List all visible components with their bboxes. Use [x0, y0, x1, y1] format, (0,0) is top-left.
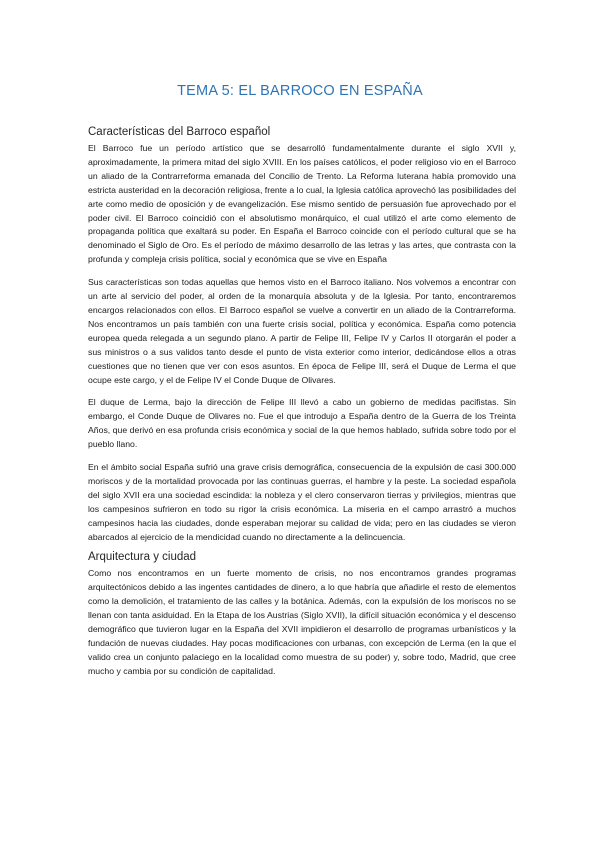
paragraph: El Barroco fue un período artístico que se desarrolló fundamentalmente durante el siglo XVII y, aproximadamente, la primera mitad del siglo XVIII. En los países católicos, el poder religioso vio en el Barroco un aliado de la Contrarreforma emanada del Concilio de Trento. La Reforma luterana había promovido una estricta austeridad en la decoración religiosa, frente a lo cual, la Iglesia católica aprovechó las posibilidades del arte como medio de oposición y de evangelización. Ese mismo sentido de persuasión fue aprovechado por el poder civil. El Barroco coincidió con el absolutismo monárquico, el cual utilizó el arte como elemento de propaganda política que exaltará su poder. En España el Barroco coincide con el período cultural que se ha denominado el Siglo de Oro. Es el período de máximo desarrollo de las letras y las artes, que contrasta con la profunda y compleja crisis política, social y económica que se vive en España — [88, 143, 516, 265]
section-heading: Características del Barroco español — [88, 126, 271, 138]
document-title: TEMA 5: EL BARROCO EN ESPAÑA — [177, 83, 423, 99]
paragraph: Como nos encontramos en un fuerte momento de crisis, no nos encontramos grandes programas arquitectónicos debido a las ingentes cantidades de dinero, a lo que habría que añadirle el resto de elementos como la demolición, el tratamiento de las calles y la botánica. Además, con la expulsión de los moriscos no se llenan con tanta asiduidad. En la Etapa de los Austrias (Siglo XVII), la difícil situación económica y el descenso demográfico que tuvieron lugar en la España del XVII impidieron el desarrollo de programas urbanísticos y la fundación de nuevas ciudades. Hay pocas modificaciones con urbanas, con excepción de Lerma (en la que el valido crea un conjunto palaciego en la localidad como muestra de su poder) y, sobre todo, Madrid, que cree mucho y cambia por su condición de capitalidad. — [88, 568, 516, 676]
paragraph: El duque de Lerma, bajo la dirección de Felipe III llevó a cabo un gobierno de medidas pacifistas. Sin embargo, el Conde Duque de Olivares no. Fue el que introdujo a España dentro de la Guerra de los Treinta Años, que derivó en esa profunda crisis económica y social de la que hemos hablado, sufrida sobre todo por el pueblo llano. — [88, 397, 516, 450]
section-caracteristicas — [88, 124, 516, 544]
paragraph: En el ámbito social España sufrió una grave crisis demográfica, consecuencia de la expulsión de casi 300.000 moriscos y de la mortalidad provocada por las continuas guerras, el hambre y la peste. La sociedad española del siglo XVII era una sociedad escindida: la nobleza y el clero conservaron tierras y privilegios, mientras que los campesinos sufrieron en todo su rigor la crisis económica. La miseria en el campo arrastró a muchos campesinos hacia las ciudades, donde esperaban mejorar su calidad de vida; pero en las ciudades se vieron abarcados al ejercicio de la mendicidad cuando no directamente a la delincuencia. — [88, 462, 516, 542]
paragraph: Sus características son todas aquellas que hemos visto en el Barroco italiano. Nos volvemos a encontrar con un arte al servicio del poder, al orden de la monarquía absoluta y de la Iglesia. Por tanto, encontraremos encargos relacionados con ellos. El Barroco español se vuelve a convertir en un aliado de la Contrarreforma. Nos encontramos un país también con una fuerte crisis social, política y económica. España como potencia europea queda relegada a un segundo plano. A partir de Felipe III, Felipe IV y Carlos II otorgarán el poder a sus ministros o a sus validos tanto desde el punto de vista exterior como interior, dedicándose ellos a otras cuestiones que no tienen que ver con esos asuntos. En época de Felipe III, será el Duque de Lerma el que ocupe este cargo, y el de Felipe IV el Conde Duque de Olivares. — [88, 277, 516, 385]
section-arquitectura — [88, 549, 516, 678]
section-heading: Arquitectura y ciudad — [88, 551, 197, 564]
document-body — [88, 124, 516, 688]
